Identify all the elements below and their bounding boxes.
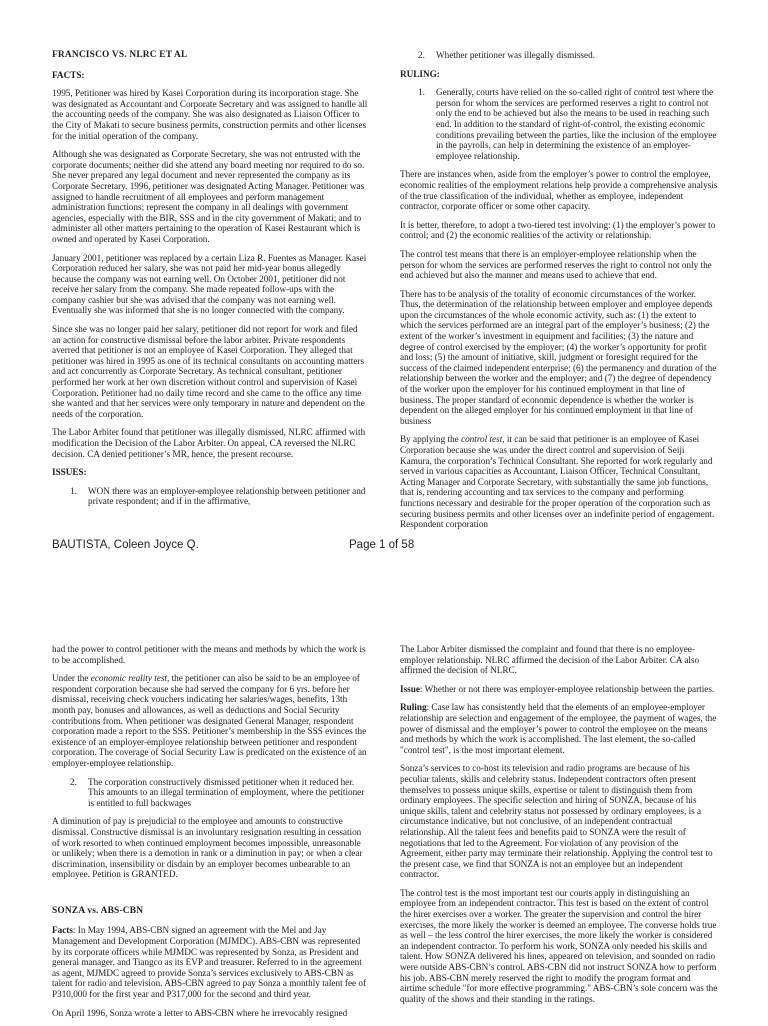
ruling-paragraph: It is better, therefore, to adopt a two-tiered test involving: (1) the employer’s power to control; and (2) the economic realities of the activity or relationship. [400, 219, 716, 241]
case-title: SONZA vs. ABS-CBN [52, 905, 144, 916]
ruling-paragraph: Sonza’s services to co-host its television and radio programs are because of his peculiar talents, skills and celebrity status. Independent contractors often present themselves to possess unique skills, expertise or talent to distinguish them from ordinary employees. The specific selection and hiring of SONZA, because of his unique skills, talent and celebrity status not possessed by ordinary employees, is a circumstance indicative, but not conclusive, of an independent contractual relationship. All the talent fees and benefits paid to SONZA were the result of negotiations that led to the Agreement. For violation of any provision of the Agreement, either party may terminate their relationship. Applying the control test to the present case, we find that SONZA is not an employee but an independent contractor. [400, 763, 713, 880]
issue-text: : Whether or not there was employer-employee relationship between the parties. [419, 683, 715, 694]
facts-paragraph: Although she was designated as Corporate Secretary, she was not entrusted with the corporate documents; neither did she attend any board meeting nor required to do so. She never prepared any legal document and never represented the company as its Corporate Secretary. 1996, petitioner was designated Acting Manager. Petitioner was assigned to handle recruitment of all employees and perform management administration functions; represent the company in all dealings with government agencies, especially with the BIR, SSS and in the city government of Makati; and to administer all other matters pertaining to the operation of Kasei Restaurant which is owned and operated by Kasei Corporation. [52, 149, 365, 244]
body-text: the petitioner can also be said to be an employee of respondent corporation because she had served the company for 6 yrs. before her dismissal, receiving check vouchers indicating her salaries/wages, benefits, 13th month pay, bonuses and allowances, as well as deductions and Social Security contributions from. When petitioner was designated General Manager, respondent corporation made a report to the SSS. Petitioner’s membership in the SSS evinces the existence of an employer-employee relationship between petitioner and respondent corporation. The coverage of Social Security Law is predicated on the existence of an employer-employee relationship. [52, 673, 367, 768]
ruling-paragraph: There are instances when, aside from the employer’s power to control the employee, economic realities of the employment relations help provide a comprehensive analysis of the true classification of the individual, whether as employee, independent contractor, corporate officer or some other capacity. [400, 169, 718, 212]
body-paragraph: The Labor Arbiter dismissed the complaint and found that there is no employee-employer relationship. NLRC affirmed the decision of the Labor Arbiter. CA also affirmed the decision of NLRC. [400, 644, 700, 676]
facts-heading: FACTS: [52, 69, 85, 80]
issue-item [400, 50, 718, 61]
footer-author: BAUTISTA, Coleen Joyce Q. [52, 539, 199, 551]
footer-page-number: Page 1 of 58 [349, 539, 415, 551]
issue-text: Whether petitioner was illegally dismissed. [436, 50, 595, 60]
facts-paragraph: 1995, Petitioner was hired by Kasei Corporation during its incorporation stage. She was designated as Accountant and Corporate Secretary and was assigned to handle all the accounting needs of the company. She was also designated as Liaison Officer to the City of Makati to secure business permits, construction permits and other licenses for the initial operation of the company. [52, 88, 368, 141]
ruling-label: Ruling [400, 702, 427, 713]
case-title: FRANCISCO VS. NLRC ET AL [52, 50, 188, 60]
ruling-paragraph: There has to be analysis of the totality of economic circumstances of the worker. Thus, the determination of the relationship between employer and employee depends upon the circumstances of the whole economic activity, such as: (1) the extent to which the services performed are an integral part of the employer’s business; (2) the extent of the worker’s investment in equipment and facilities; (3) the nature and degree of control exercised by the employer; (4) the worker’s opportunity for profit and loss; (5) the amount of initiative, skill, judgment or foresight required for the success of the claimed independent enterprise; (6) the permanency and duration of the relationship between the worker and the employer; and (7) the degree of dependency of the worker upon the employer for his continued employment in that line of business. The proper standard of economic dependence is whether the worker is dependent on the alleged employer for his continued employment in that line of business [400, 288, 717, 426]
ruling-text: By applying the [400, 434, 461, 445]
ruling-item [52, 777, 370, 809]
ruling-text: : Case law has consistently held that the elements of an employee-employer relationship are selection and engagement of the employee, the payment of wages, the power of dismissal and the employer’s power to control the employee on the means and methods by which the work is accomplished. The last element, the so-called "control test", is the most important element. [400, 702, 717, 755]
page-separator [0, 590, 768, 636]
page1-left-column [52, 50, 368, 507]
ruling-text: it can be said that petitioner is an employee of Kasei Corporation because she was under the direct control and supervision of Seiji Kamura, the corporation’s Technical Consultant. She reported for work regularly and served in various capacities as Accountant, Liaison Officer, Technical Consultant, Acting Manager and Corporate Secretary, with substantially the same job functions, that is, rendering accounting and tax services to the company and performing functions necessary and desirable for the proper operation of the corporation such as securing business permits and other licenses over an indefinite period of engagement. Respondent corporation [400, 434, 715, 530]
ruling-item [400, 87, 718, 161]
body-paragraph: A diminution of pay is prejudicial to the employee and amounts to constructive dismissal. Constructive dismissal is an involuntary resignation resulting in cessation of work resorted to when continued employment becomes impossible, unreasonable or unlikely; when there is a demotion in rank or a diminution in pay; or when a clear discrimination, insensibility or disdain by an employer becomes unbearable to an employee. Petition is GRANTED. [52, 816, 363, 880]
emphasis-text: economic reality test, [90, 673, 170, 684]
issue-paragraph [400, 684, 718, 695]
page2-left-column [52, 644, 370, 1026]
facts-paragraph: On April 1996, Sonza wrote a letter to ABS-CBN where he irrevocably resigned [52, 1007, 348, 1018]
ruling-paragraph [400, 434, 718, 529]
ruling-number: 1. [418, 87, 425, 98]
page2-right-column [400, 644, 718, 1012]
body-text: Under the [52, 673, 91, 684]
page1-right-column [400, 50, 718, 538]
facts-label: Facts [52, 925, 73, 936]
facts-paragraph: Since she was no longer paid her salary, petitioner did not report for work and filed an action for constructive dismissal before the labor arbiter. Private respondents averred that petitioner is not an employee of Kasei Corporation. They alleged that petitioner was hired in 1995 as one of its technical consultants on accounting matters and act concurrently as Corporate Secretary. As technical consultant, petitioner performed her work at her own discretion without control and supervision of Kasei Corporation. Petitioner had no daily time record and she came to the office any time she wanted and that her services were only temporary in nature and dependent on the needs of the corporation. [52, 324, 365, 419]
issue-number: 2. [418, 50, 425, 60]
emphasis-text: control test, [461, 434, 505, 445]
body-paragraph: had the power to control petitioner with the means and methods by which the work is to be accomplished. [52, 644, 366, 665]
issue-item [52, 486, 368, 507]
ruling-paragraph: The control test means that there is an employer-employee relationship when the person for whom the services are performed reserves the right to control not only the end achieved but also the manner and means used to achieve that end. [400, 248, 712, 281]
facts-text: : In May 1994, ABS-CBN signed an agreement with the Mel and Jay Management and Development Corporation (MJMDC). ABS-CBN was represented by its corporate officers while MJMDC was represented by Sonza, as President and general manager, and Tiangco as its EVP and treasurer. Referred to in the agreement as agent, MJMDC agreed to provide Sonza’s services exclusively to ABS-CBN as talent for radio and television. ABS-CBN agreed to pay Sonza a monthly talent fee of P310,000 for the first year and P317,000 for the second and third year. [52, 925, 367, 1000]
facts-paragraph: The Labor Arbiter found that petitioner was illegally dismissed, NLRC affirmed with modification the Decision of the Labor Arbiter. On appeal, CA reversed the NLRC decision. CA denied petitioner’s MR, hence, the present recourse. [52, 427, 366, 459]
ruling-paragraph [400, 702, 718, 755]
ruling-text: The corporation constructively dismissed petitioner when it reduced her. This amounts to an illegal termination of employment, where the petitioner is entitled to full backwages [88, 776, 365, 808]
facts-paragraph: January 2001, petitioner was replaced by a certain Liza R. Fuentes as Manager. Kasei Corporation reduced her salary, she was not paid her mid-year bonus allegedly because the company was not earning well. On October 2001, petitioner did not receive her salary from the company. She made repeated follow-ups with the company cashier but she was advised that the company was not earning well. Eventually she was informed that she is no longer connected with the company. [52, 252, 367, 316]
body-paragraph [52, 673, 370, 768]
issue-label: Issue [400, 683, 420, 694]
ruling-number: 2. [70, 776, 77, 787]
ruling-paragraph: The control test is the most important test our courts apply in distinguishing an employee from an independent contractor. This test is based on the extent of control the hirer exercises over a worker. The greater the supervision and control the hirer exercises, the more likely the worker is deemed an employee. The converse holds true as well – the less control the hirer exercises, the more likely the worker is considered an independent contractor. To perform his work, SONZA only needed his skills and talent. How SONZA delivered his lines, appeared on television, and sounded on radio were outside ABS-CBN’s control. ABS-CBN did not instruct SONZA how to perform his job. ABS-CBN merely reserved the right to modify the program format and airtime schedule "for more effective programming." ABS-CBN’s sole concern was the quality of the shows and their standing in the ratings. [400, 887, 718, 1004]
facts-paragraph [52, 925, 370, 999]
ruling-text: Generally, courts have relied on the so-called right of control test where the person for whom the services are performed reserves a right to control not only the end to be achieved but also the means to be used in reaching such end. In addition to the standard of right-of-control, the existing economic conditions prevailing between the parties, like the inclusion of the employee in the payrolls, can help in determining the existence of an employer-employee relationship. [436, 87, 717, 161]
ruling-heading: RULING: [400, 68, 440, 79]
issue-number: 1. [70, 485, 77, 496]
issues-heading: ISSUES: [52, 467, 87, 478]
issue-text: WON there was an employer-employee relationship between petitioner and private respondent; and if in the affirmative, [88, 485, 366, 507]
